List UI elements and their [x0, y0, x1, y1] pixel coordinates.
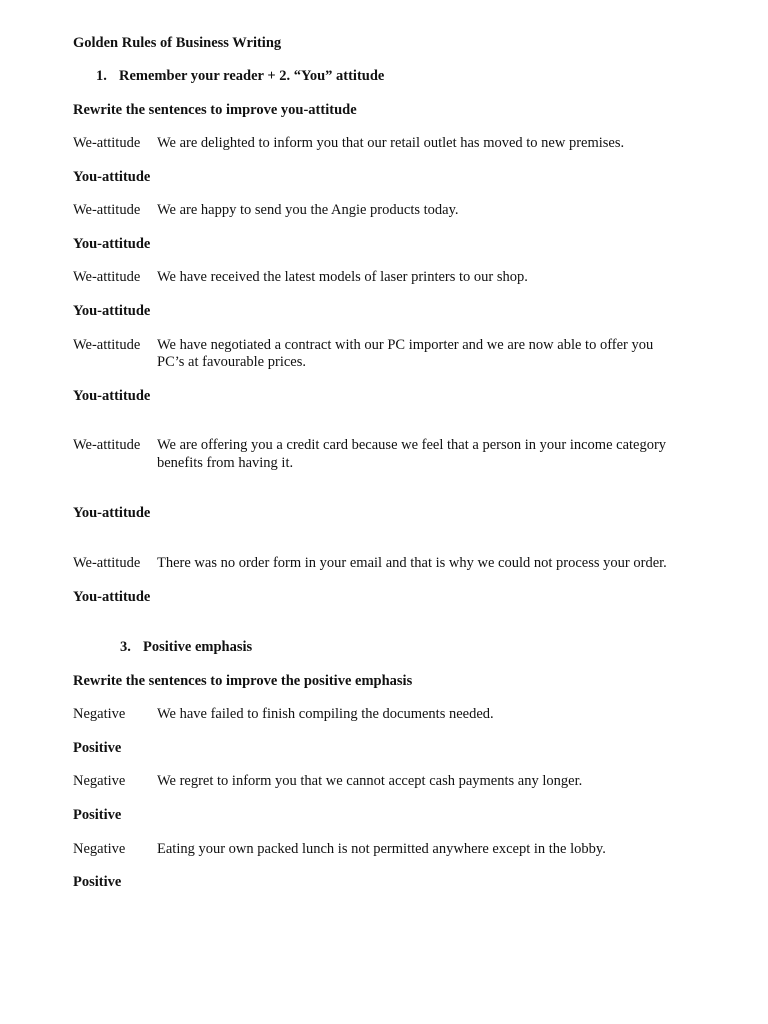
we-attitude-sentence-continued: benefits from having it.: [157, 455, 294, 471]
we-attitude-label: We-attitude: [73, 437, 141, 453]
you-attitude-label: You-attitude: [73, 236, 151, 252]
negative-sentence: We have failed to finish compiling the documents needed.: [157, 706, 494, 722]
negative-sentence: We regret to inform you that we cannot accept cash payments any longer.: [157, 773, 583, 789]
we-attitude-sentence: There was no order form in your email and that is why we could not process your order.: [157, 555, 667, 571]
we-attitude-label: We-attitude: [73, 337, 141, 353]
section1-number: 1.: [96, 68, 107, 84]
negative-label: Negative: [73, 841, 126, 857]
positive-label: Positive: [73, 807, 122, 823]
negative-label: Negative: [73, 773, 126, 789]
we-attitude-sentence: We are offering you a credit card because we feel that a person in your income category: [157, 437, 667, 453]
we-attitude-sentence: We are delighted to inform you that our retail outlet has moved to new premises.: [157, 135, 625, 151]
section1-heading: Remember your reader + 2. “You” attitude: [119, 68, 385, 84]
section3-heading: Positive emphasis: [143, 639, 253, 655]
you-attitude-label: You-attitude: [73, 169, 151, 185]
document-title: Golden Rules of Business Writing: [73, 35, 282, 51]
you-attitude-label: You-attitude: [73, 388, 151, 404]
positive-label: Positive: [73, 874, 122, 890]
positive-label: Positive: [73, 740, 122, 756]
you-attitude-label: You-attitude: [73, 303, 151, 319]
we-attitude-sentence: We have received the latest models of laser printers to our shop.: [157, 269, 528, 285]
we-attitude-sentence: We are happy to send you the Angie products today.: [157, 202, 459, 218]
we-attitude-label: We-attitude: [73, 555, 141, 571]
we-attitude-sentence-continued: PC’s at favourable prices.: [157, 354, 306, 370]
section3-number: 3.: [120, 639, 131, 655]
we-attitude-label: We-attitude: [73, 269, 141, 285]
section3-instruction: Rewrite the sentences to improve the positive emphasis: [73, 673, 413, 689]
section1-instruction: Rewrite the sentences to improve you-attitude: [73, 102, 357, 118]
negative-sentence: Eating your own packed lunch is not permitted anywhere except in the lobby.: [157, 841, 606, 857]
negative-label: Negative: [73, 706, 126, 722]
you-attitude-label: You-attitude: [73, 589, 151, 605]
we-attitude-sentence: We have negotiated a contract with our PC importer and we are now able to offer you: [157, 337, 654, 353]
we-attitude-label: We-attitude: [73, 202, 141, 218]
you-attitude-label: You-attitude: [73, 505, 151, 521]
we-attitude-label: We-attitude: [73, 135, 141, 151]
